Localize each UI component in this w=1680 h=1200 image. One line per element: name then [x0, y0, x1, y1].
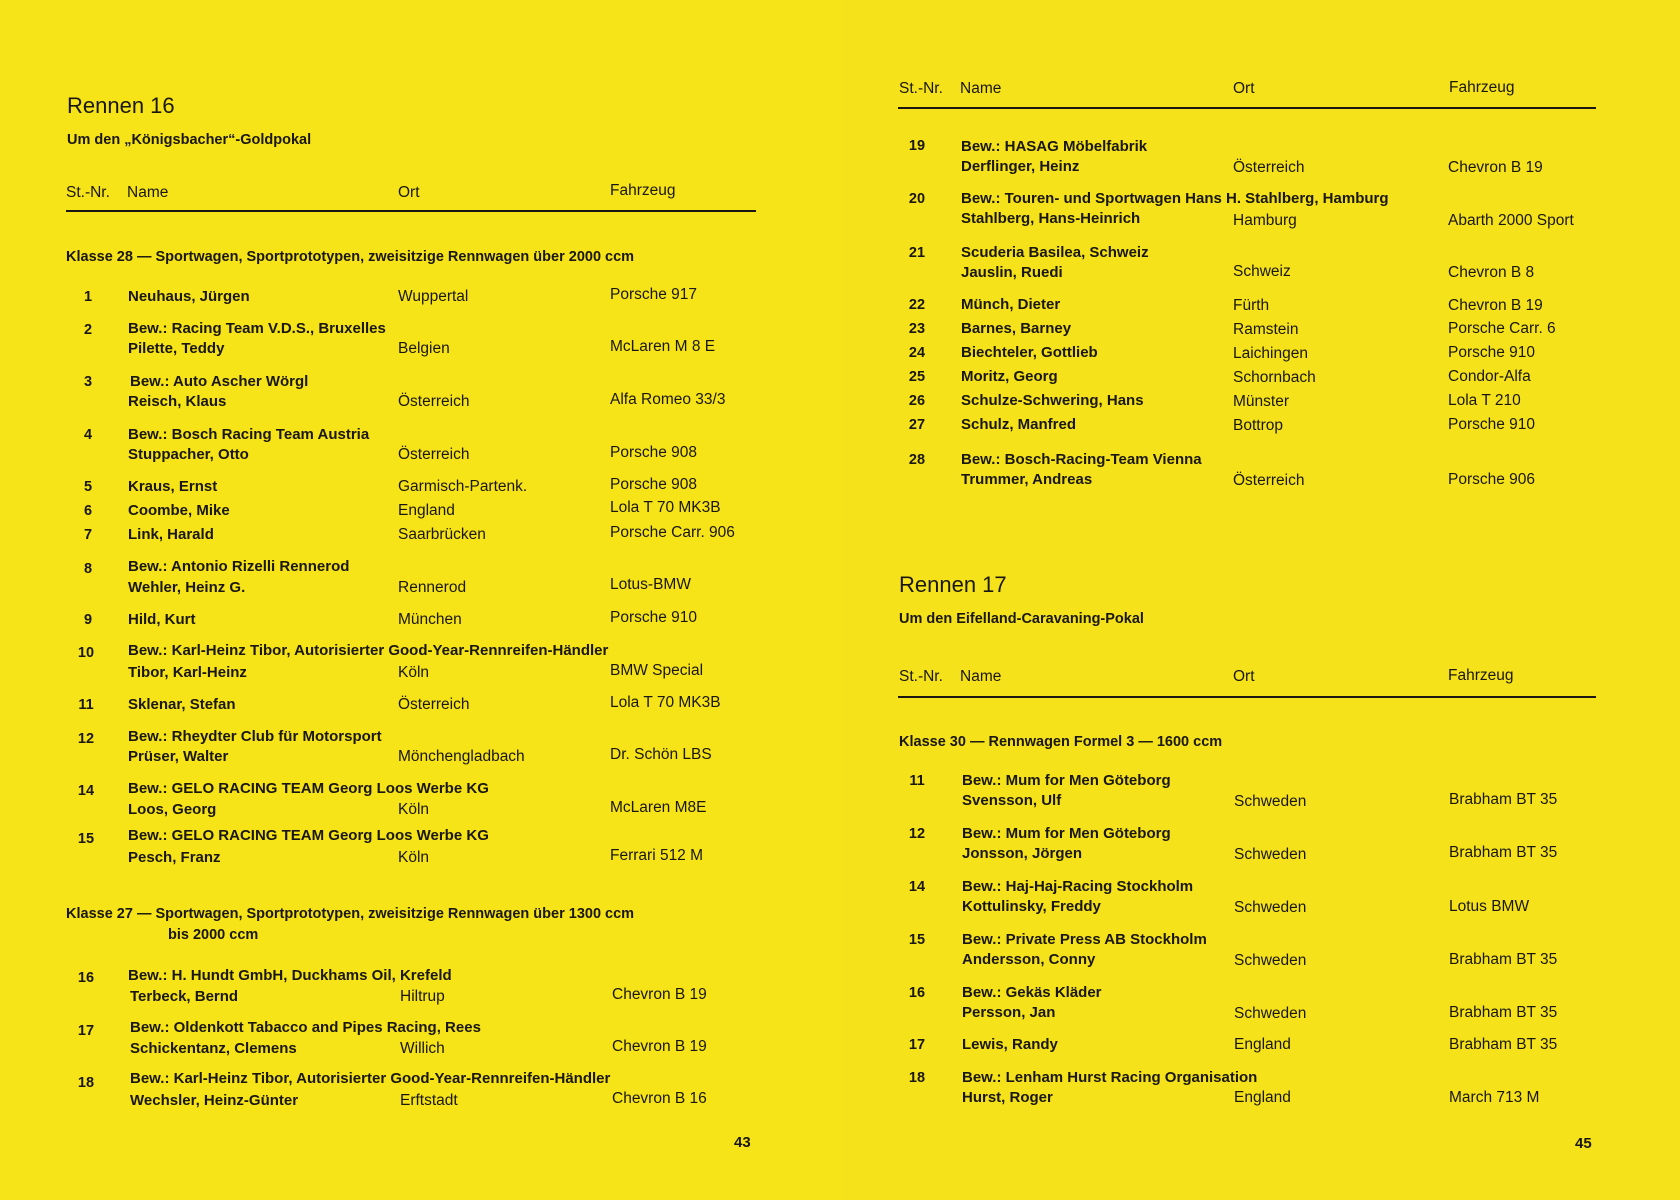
vehicle: Lola T 70 MK3B [610, 694, 721, 711]
entrant: Bew.: Antonio Rizelli Rennerod [128, 558, 350, 575]
driver-location: Willich [400, 1040, 445, 1057]
start-number: 11 [909, 773, 925, 789]
entrant: Bew.: Bosch Racing Team Austria [128, 426, 370, 443]
start-number: 6 [83, 503, 93, 519]
driver-location: Österreich [1233, 159, 1305, 176]
entrant: Bew.: Lenham Hurst Racing Organisation [962, 1069, 1258, 1086]
start-number: 2 [83, 322, 93, 338]
entrant: Bew.: Mum for Men Göteborg [962, 772, 1171, 789]
driver-name: Schickentanz, Clemens [130, 1040, 297, 1057]
driver-location: Ramstein [1233, 321, 1299, 338]
entrant: Bew.: Mum for Men Göteborg [962, 825, 1171, 842]
driver-name: Tibor, Karl-Heinz [128, 664, 247, 681]
start-number: 20 [908, 191, 926, 207]
driver-location: Münster [1233, 393, 1289, 410]
entrant: Bew.: GELO RACING TEAM Georg Loos Werbe KG [128, 827, 489, 844]
vehicle: Abarth 2000 Sport [1448, 212, 1574, 229]
class-heading: Klasse 28 — Sportwagen, Sportprototypen, zweisitzige Rennwagen über 2000 ccm [66, 249, 635, 265]
entrant: Bew.: Oldenkott Tabacco and Pipes Racing, Rees [130, 1019, 481, 1036]
driver-location: Bottrop [1233, 417, 1283, 434]
header-name: Name [960, 80, 1002, 97]
driver-location: Österreich [398, 446, 470, 463]
driver-name: Wehler, Heinz G. [128, 579, 246, 596]
driver-location: Köln [398, 664, 430, 681]
entrant: Bew.: Auto Ascher Wörgl [130, 373, 309, 390]
driver-location: Schweden [1234, 952, 1307, 969]
start-number: 12 [908, 826, 926, 842]
driver-name: Lewis, Randy [962, 1036, 1058, 1053]
start-number: 12 [77, 731, 95, 747]
vehicle: Chevron B 19 [1448, 297, 1543, 314]
driver-location: Österreich [398, 393, 470, 410]
header-start-number: St.-Nr. [66, 184, 110, 201]
entrant: Scuderia Basilea, Schweiz [961, 244, 1149, 261]
start-number: 5 [83, 479, 93, 495]
start-number: 19 [908, 138, 926, 154]
start-number: 23 [908, 321, 926, 337]
driver-location: Fürth [1233, 297, 1270, 314]
vehicle: Brabham BT 35 [1449, 1036, 1558, 1053]
start-number: 27 [908, 417, 926, 433]
header-name: Name [960, 668, 1002, 685]
start-number: 11 [78, 697, 94, 713]
header-fahrzeug: Fahrzeug [1449, 79, 1515, 96]
driver-location: Schweiz [1233, 263, 1291, 280]
driver-name: Hurst, Roger [962, 1089, 1053, 1106]
driver-name: Münch, Dieter [961, 296, 1061, 313]
driver-name: Stahlberg, Hans-Heinrich [961, 210, 1141, 227]
header-ort: Ort [1233, 668, 1255, 685]
entrant: Bew.: Touren- und Sportwagen Hans H. Stahlberg, Hamburg [961, 190, 1389, 207]
start-number: 14 [908, 879, 926, 895]
vehicle: Chevron B 16 [612, 1090, 707, 1107]
driver-name: Wechsler, Heinz-Günter [130, 1092, 299, 1109]
driver-name: Neuhaus, Jürgen [128, 288, 250, 305]
vehicle: Porsche 908 [610, 476, 698, 493]
vehicle: Chevron B 19 [612, 986, 707, 1003]
driver-location: Erftstadt [400, 1092, 458, 1109]
vehicle: Chevron B 8 [1448, 264, 1535, 281]
page-number: 43 [734, 1134, 751, 1151]
vehicle: Lotus BMW [1449, 898, 1530, 915]
page-right [842, 0, 1680, 1200]
class-heading-continued: bis 2000 ccm [168, 927, 259, 943]
vehicle: Condor-Alfa [1448, 368, 1531, 385]
start-number: 25 [908, 369, 926, 385]
driver-location: Köln [398, 849, 430, 866]
vehicle: BMW Special [610, 662, 704, 679]
start-number: 21 [908, 245, 926, 261]
entrant: Bew.: Bosch-Racing-Team Vienna [961, 451, 1202, 468]
vehicle: Lola T 210 [1448, 392, 1521, 409]
driver-name: Coombe, Mike [128, 502, 230, 519]
entrant: Bew.: Private Press AB Stockholm [962, 931, 1207, 948]
start-number: 3 [83, 374, 93, 390]
driver-location: Schweden [1234, 793, 1307, 810]
start-number: 24 [908, 345, 926, 361]
driver-name: Hild, Kurt [128, 611, 196, 628]
vehicle: Porsche 908 [610, 444, 698, 461]
race-subtitle: Um den Eifelland-Caravaning-Pokal [899, 611, 1144, 627]
driver-name: Prüser, Walter [128, 748, 229, 765]
header-ort: Ort [398, 184, 420, 201]
driver-name: Jonsson, Jörgen [962, 845, 1083, 862]
vehicle: Porsche 917 [610, 286, 698, 303]
start-number: 16 [908, 985, 926, 1001]
class-heading: Klasse 27 — Sportwagen, Sportprototypen, zweisitzige Rennwagen über 1300 ccm [66, 906, 635, 922]
driver-name: Schulz, Manfred [961, 416, 1077, 433]
entrant: Bew.: Karl-Heinz Tibor, Autorisierter Good-Year-Rennreifen-Händler [128, 642, 609, 659]
vehicle: Porsche Carr. 906 [610, 524, 735, 541]
header-fahrzeug: Fahrzeug [1448, 667, 1514, 684]
driver-name: Loos, Georg [128, 801, 217, 818]
header-start-number: St.-Nr. [899, 668, 943, 685]
vehicle: Ferrari 512 M [610, 847, 704, 864]
driver-name: Pilette, Teddy [128, 340, 225, 357]
header-fahrzeug: Fahrzeug [610, 182, 676, 199]
start-number: 14 [77, 783, 95, 799]
driver-location: Österreich [398, 696, 470, 713]
vehicle: Lotus-BMW [610, 576, 691, 593]
vehicle: Dr. Schön LBS [610, 746, 712, 763]
header-rule [66, 210, 756, 212]
header-name: Name [127, 184, 169, 201]
start-number: 15 [77, 831, 95, 847]
driver-name: Kottulinsky, Freddy [962, 898, 1101, 915]
start-number: 22 [908, 297, 926, 313]
start-number: 18 [908, 1070, 926, 1086]
header-rule [898, 107, 1596, 109]
entrant: Bew.: H. Hundt GmbH, Duckhams Oil, Krefeld [128, 967, 452, 984]
vehicle: McLaren M 8 E [610, 338, 716, 355]
driver-location: Mönchengladbach [398, 748, 525, 765]
start-number: 28 [908, 452, 926, 468]
driver-location: Wuppertal [398, 288, 469, 305]
start-number: 8 [83, 561, 93, 577]
entrant: Bew.: Rheydter Club für Motorsport [128, 728, 382, 745]
class-heading: Klasse 30 — Rennwagen Formel 3 — 1600 ccm [899, 734, 1223, 750]
driver-location: Schornbach [1233, 369, 1316, 386]
vehicle: Brabham BT 35 [1449, 844, 1558, 861]
vehicle: Porsche 910 [1448, 416, 1536, 433]
driver-name: Link, Harald [128, 526, 214, 543]
start-number: 17 [77, 1023, 95, 1039]
start-number: 15 [908, 932, 926, 948]
driver-location: Garmisch-Partenk. [398, 478, 528, 495]
vehicle: Brabham BT 35 [1449, 951, 1558, 968]
start-number: 9 [83, 612, 93, 628]
entrant: Bew.: Haj-Haj-Racing Stockholm [962, 878, 1194, 895]
driver-location: England [1234, 1089, 1291, 1106]
driver-location: Saarbrücken [398, 526, 486, 543]
start-number: 16 [77, 970, 95, 986]
driver-name: Jauslin, Ruedi [961, 264, 1063, 281]
race-title: Rennen 16 [67, 93, 175, 118]
driver-location: Hamburg [1233, 212, 1297, 229]
driver-name: Moritz, Georg [961, 368, 1058, 385]
header-ort: Ort [1233, 80, 1255, 97]
vehicle: Chevron B 19 [1448, 159, 1543, 176]
vehicle: Porsche Carr. 6 [1448, 320, 1556, 337]
vehicle: McLaren M8E [610, 799, 707, 816]
driver-name: Reisch, Klaus [128, 393, 227, 410]
driver-location: Österreich [1233, 472, 1305, 489]
vehicle: March 713 M [1449, 1089, 1540, 1106]
start-number: 1 [83, 289, 93, 305]
race-title: Rennen 17 [899, 572, 1007, 597]
driver-name: Schulze-Schwering, Hans [961, 392, 1144, 409]
vehicle: Porsche 910 [610, 609, 698, 626]
driver-name: Persson, Jan [962, 1004, 1056, 1021]
entrant: Bew.: Gekäs Kläder [962, 984, 1102, 1001]
vehicle: Porsche 910 [1448, 344, 1536, 361]
page-number: 45 [1575, 1135, 1592, 1152]
driver-location: England [398, 502, 455, 519]
driver-location: Schweden [1234, 899, 1307, 916]
driver-location: Schweden [1234, 846, 1307, 863]
driver-location: Rennerod [398, 579, 467, 596]
header-rule [898, 696, 1596, 698]
driver-location: Köln [398, 801, 430, 818]
driver-name: Biechteler, Gottlieb [961, 344, 1098, 361]
driver-location: England [1234, 1036, 1291, 1053]
start-number: 26 [908, 393, 926, 409]
entrant: Bew.: HASAG Möbelfabrik [961, 138, 1148, 155]
entrant: Bew.: Racing Team V.D.S., Bruxelles [128, 320, 386, 337]
start-number: 7 [83, 527, 93, 543]
driver-location: Belgien [398, 340, 450, 357]
vehicle: Alfa Romeo 33/3 [610, 391, 726, 408]
start-number: 10 [77, 645, 95, 661]
driver-location: Laichingen [1233, 345, 1308, 362]
vehicle: Brabham BT 35 [1449, 1004, 1558, 1021]
vehicle: Lola T 70 MK3B [610, 499, 721, 516]
driver-location: Schweden [1234, 1005, 1307, 1022]
entrant: Bew.: GELO RACING TEAM Georg Loos Werbe KG [128, 780, 489, 797]
driver-name: Stuppacher, Otto [128, 446, 249, 463]
driver-name: Svensson, Ulf [962, 792, 1062, 809]
race-subtitle: Um den „Königsbacher“-Goldpokal [67, 132, 312, 148]
driver-name: Andersson, Conny [962, 951, 1096, 968]
driver-location: Hiltrup [400, 988, 445, 1005]
driver-name: Barnes, Barney [961, 320, 1072, 337]
entrant: Bew.: Karl-Heinz Tibor, Autorisierter Good-Year-Rennreifen-Händler [130, 1070, 611, 1087]
start-number: 18 [77, 1075, 95, 1091]
driver-name: Sklenar, Stefan [128, 696, 236, 713]
driver-name: Trummer, Andreas [961, 471, 1093, 488]
vehicle: Porsche 906 [1448, 471, 1536, 488]
vehicle: Chevron B 19 [612, 1038, 707, 1055]
driver-name: Pesch, Franz [128, 849, 221, 866]
driver-location: München [398, 611, 462, 628]
driver-name: Derflinger, Heinz [961, 158, 1080, 175]
start-number: 4 [83, 427, 93, 443]
header-start-number: St.-Nr. [899, 80, 943, 97]
driver-name: Terbeck, Bernd [130, 988, 239, 1005]
vehicle: Brabham BT 35 [1449, 791, 1558, 808]
start-number: 17 [908, 1037, 926, 1053]
driver-name: Kraus, Ernst [128, 478, 218, 495]
